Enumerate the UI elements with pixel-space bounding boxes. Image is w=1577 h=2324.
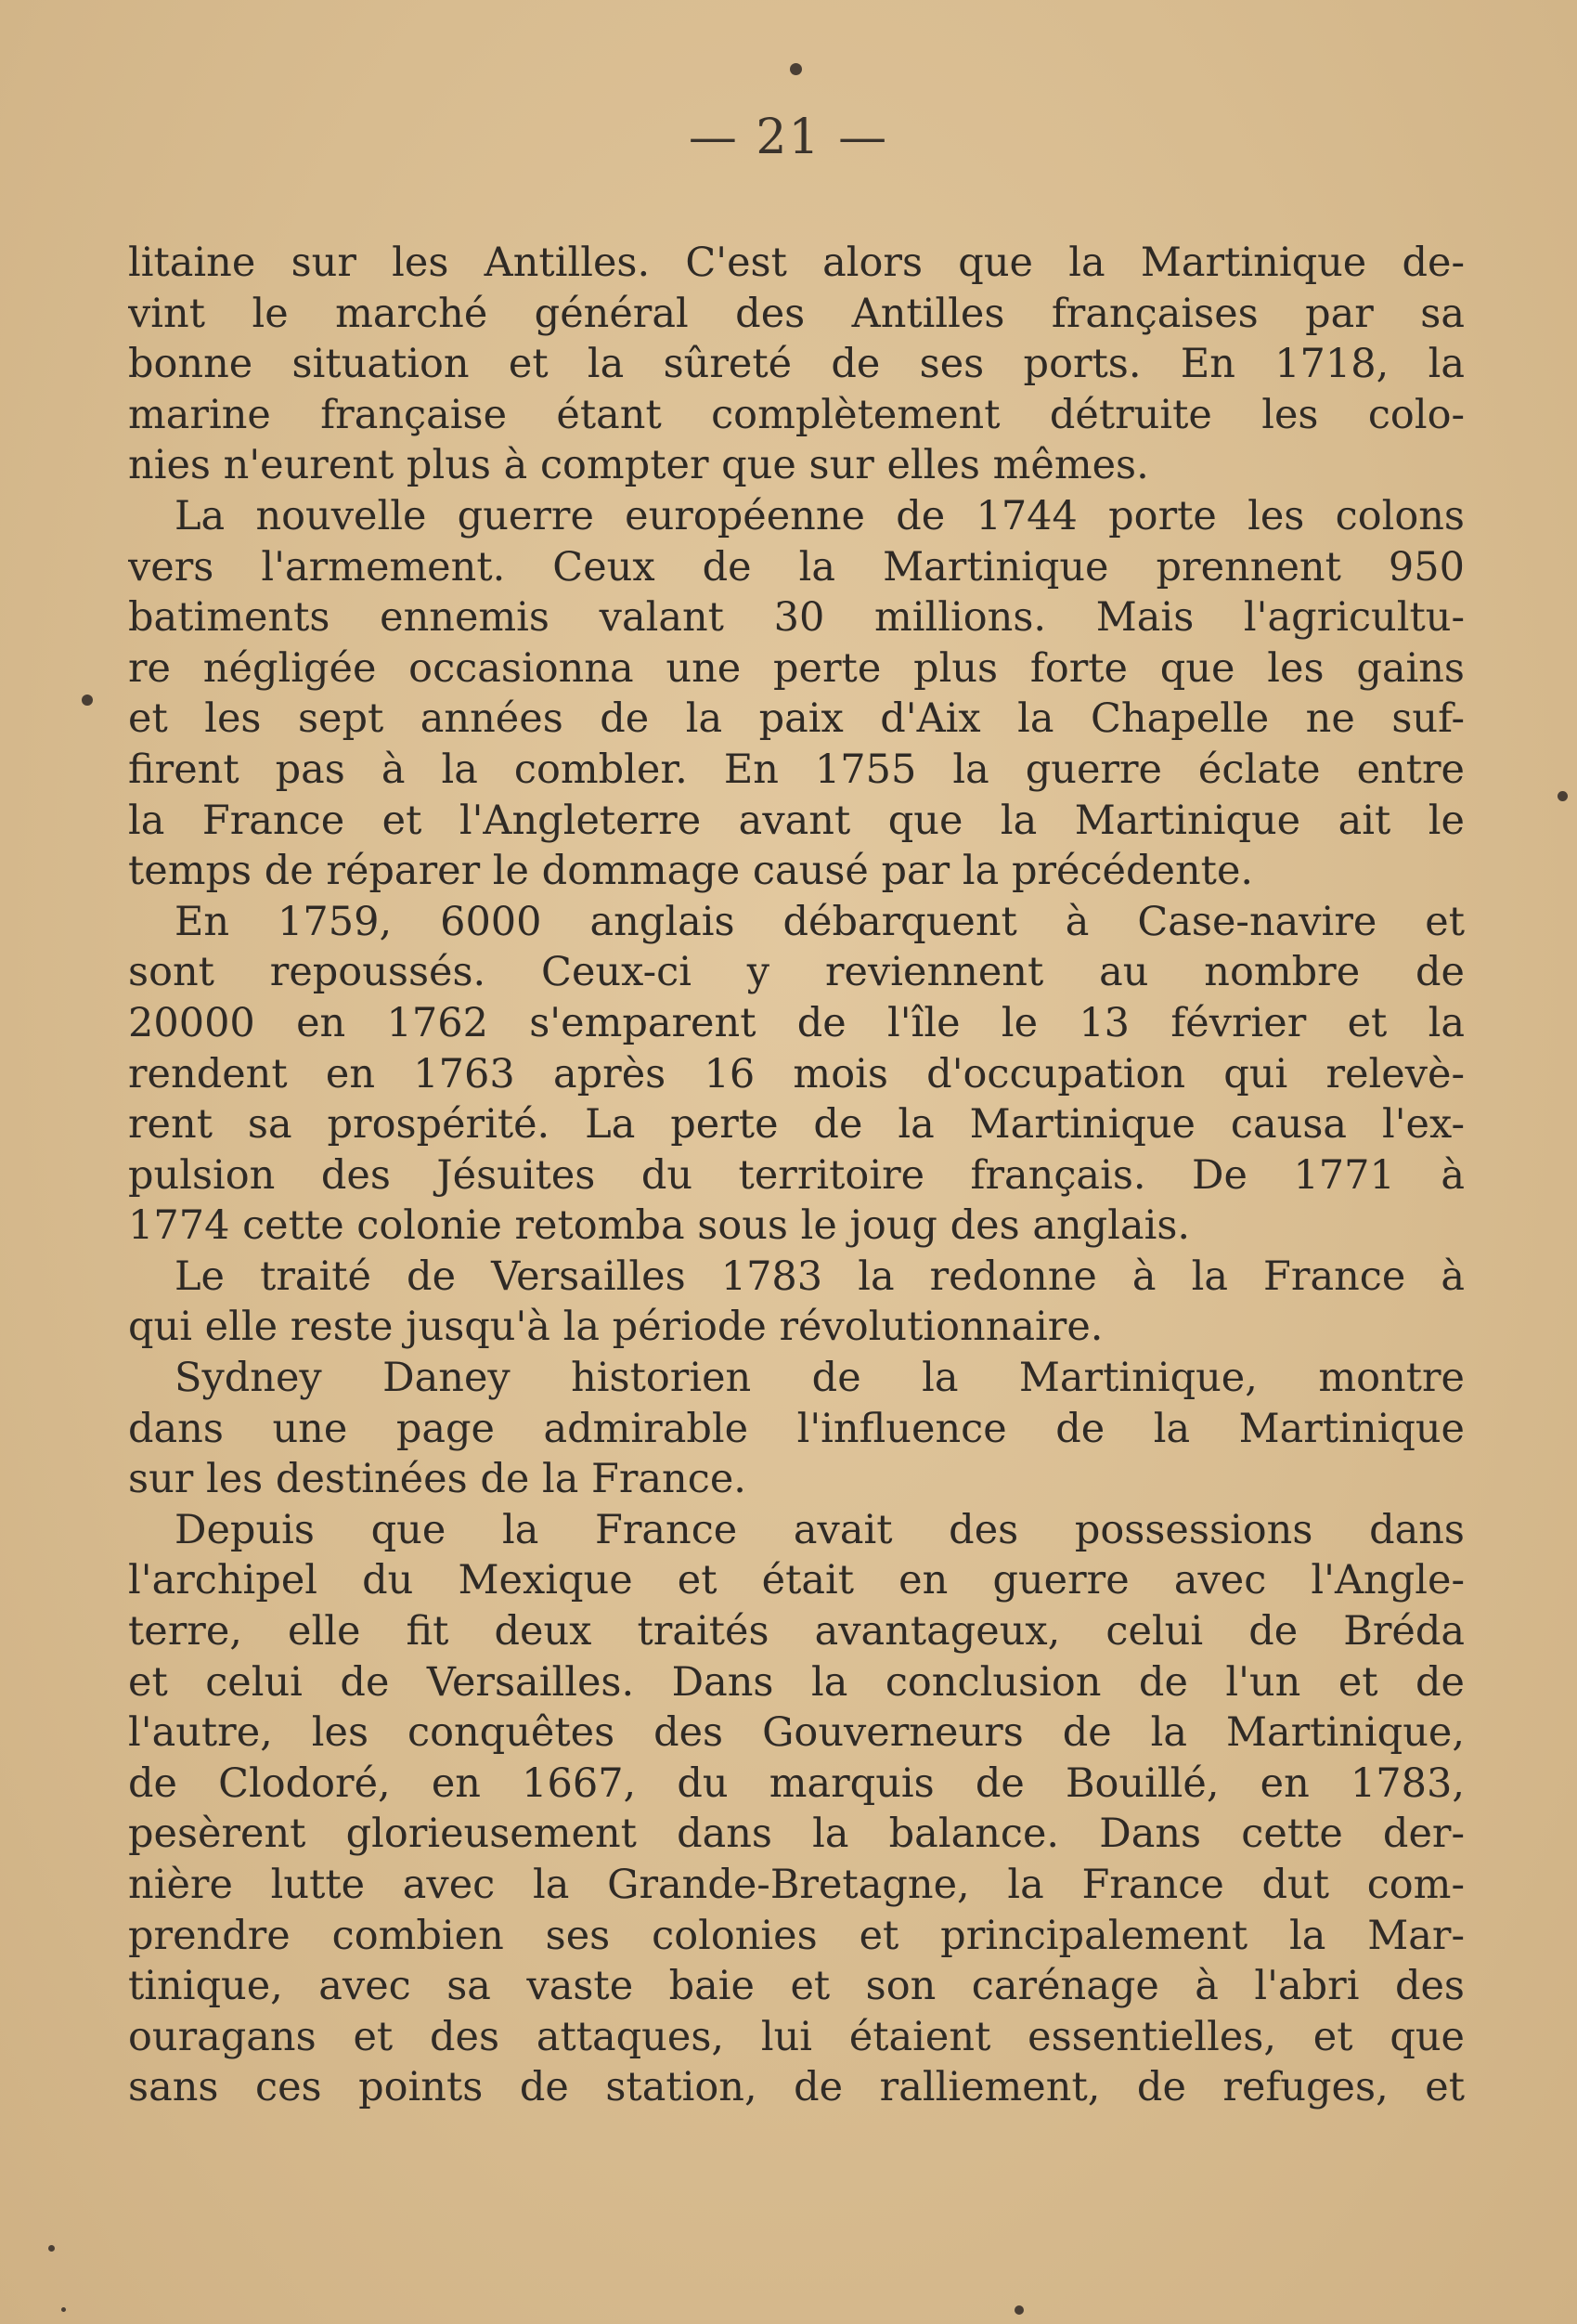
text-line: Sydney Daney historien de la Martinique, montre (175, 1355, 1465, 1402)
text-line: pesèrent glorieusement dans la balance. Dans cette der- (128, 1811, 1465, 1858)
text-line: sans ces points de station, de ralliement, de refuges, et (128, 2064, 1465, 2111)
text-line: Depuis que la France avait des possessions dans (175, 1506, 1465, 1553)
ink-speck (790, 63, 802, 75)
text-line: marine française étant complètement détruite les colo- (128, 391, 1465, 438)
text-line: la France et l'Angleterre avant que la Martinique ait le (128, 797, 1465, 844)
text-line: et celui de Versailles. Dans la conclusion de l'un et de (128, 1658, 1465, 1706)
text-line: sur les destinées de la France. (128, 1456, 746, 1503)
text-line: re négligée occasionna une perte plus forte que les gains (128, 644, 1465, 692)
text-line: prendre combien ses colonies et principalement la Mar- (128, 1912, 1465, 1959)
text-line: litaine sur les Antilles. C'est alors que la Martinique de- (128, 240, 1465, 286)
text-line: dans une page admirable l'influence de la Martinique (128, 1405, 1465, 1452)
text-line: terre, elle fit deux traités avantageux, celui de Bréda (128, 1608, 1465, 1655)
text-line: et les sept années de la paix d'Aix la Chapelle ne suf- (128, 695, 1465, 743)
text-line: 1774 cette colonie retomba sous le joug des anglais. (128, 1202, 1191, 1250)
text-line: rendent en 1763 après 16 mois d'occupation qui relevè- (128, 1050, 1465, 1097)
ink-speck (61, 2307, 66, 2312)
text-line: pulsion des Jésuites du territoire français. De 1771 à (128, 1151, 1465, 1199)
ink-speck (82, 695, 93, 706)
text-line: temps de réparer le dommage causé par la précédente. (128, 848, 1254, 895)
text-line: vint le marché général des Antilles françaises par sa (128, 290, 1465, 337)
text-line: batiments ennemis valant 30 millions. Mais l'agricultu- (128, 594, 1465, 642)
text-line: ouragans et des attaques, lui étaient essentielles, et que (128, 2013, 1465, 2060)
page-number: — 21 — (688, 110, 889, 165)
text-line: l'archipel du Mexique et était en guerre avec l'Angle- (128, 1557, 1465, 1604)
text-line: qui elle reste jusqu'à la période révolutionnaire. (128, 1304, 1104, 1351)
text-line: En 1759, 6000 anglais débarquent à Case-navire et (175, 898, 1465, 945)
text-line: l'autre, les conquêtes des Gouverneurs de la Martinique, (128, 1709, 1465, 1757)
text-line: sont repoussés. Ceux-ci y reviennent au nombre de (128, 949, 1465, 996)
text-line: nies n'eurent plus à compter que sur elles mêmes. (128, 442, 1149, 489)
ink-speck (48, 2245, 55, 2252)
text-line: nière lutte avec la Grande-Bretagne, la France dut com- (128, 1862, 1465, 1908)
ink-speck (1558, 791, 1568, 801)
text-line: La nouvelle guerre européenne de 1744 porte les colons (175, 492, 1465, 539)
text-line: bonne situation et la sûreté de ses ports. En 1718, la (128, 341, 1465, 388)
text-line: 20000 en 1762 s'emparent de l'île le 13 février et la (128, 999, 1465, 1046)
text-line: firent pas à la combler. En 1755 la guerre éclate entre (128, 746, 1465, 793)
text-line: Le traité de Versailles 1783 la redonne à la France à (175, 1253, 1465, 1300)
text-line: tinique, avec sa vaste baie et son carénage à l'abri des (128, 1963, 1465, 2010)
ink-speck (1015, 2305, 1024, 2315)
text-line: de Clodoré, en 1667, du marquis de Bouillé, en 1783, (128, 1759, 1465, 1807)
text-line: vers l'armement. Ceux de la Martinique prennent 950 (128, 543, 1465, 591)
text-line: rent sa prospérité. La perte de la Martinique causa l'ex- (128, 1101, 1465, 1149)
body-text (128, 238, 1465, 2113)
